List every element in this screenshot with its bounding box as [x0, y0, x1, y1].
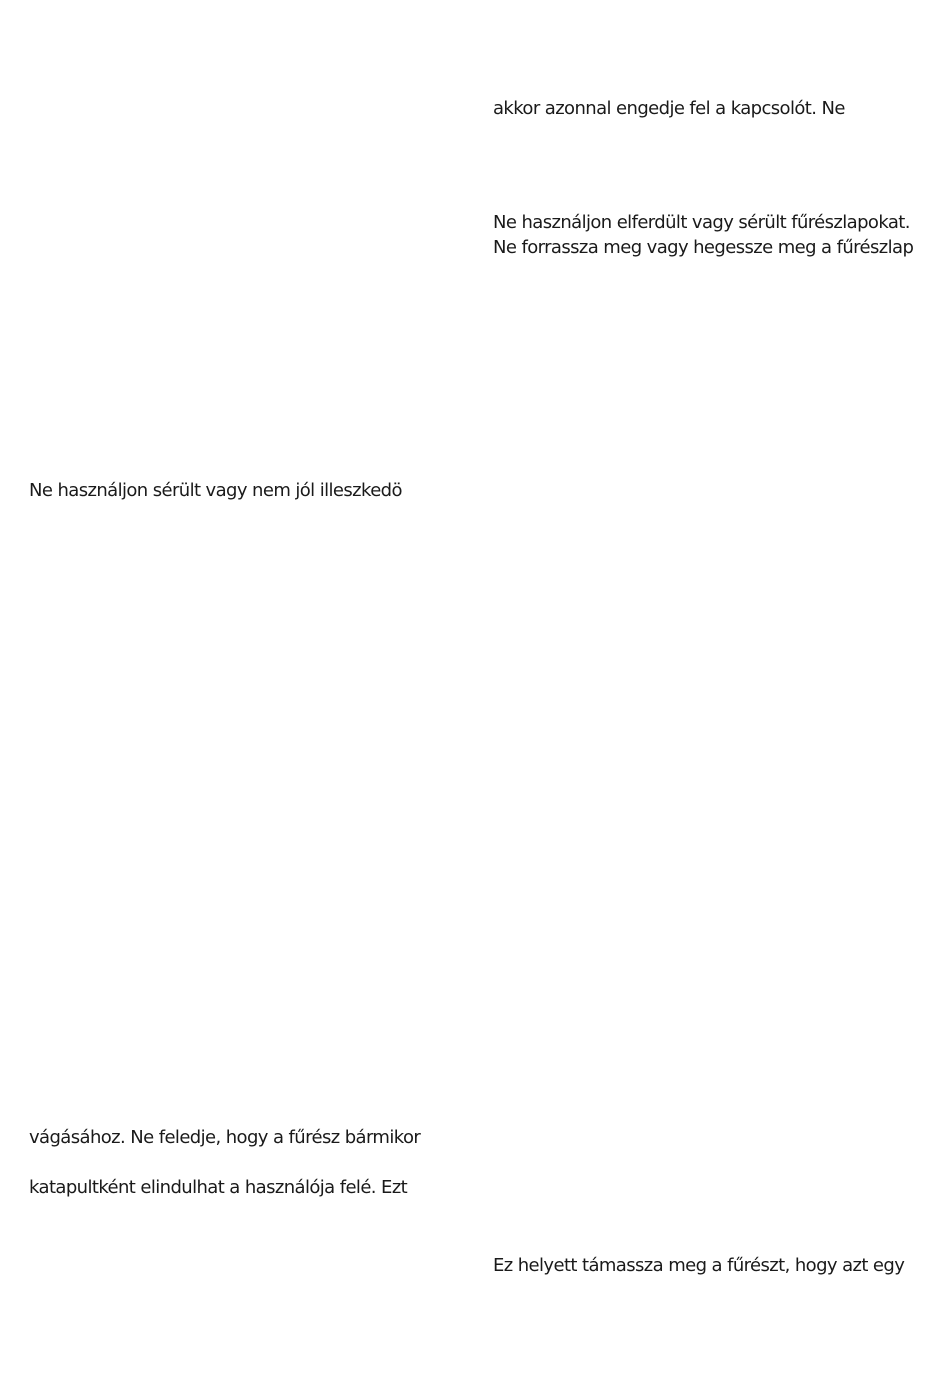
text-line: Ne használjon elferdült vagy sérült fűrészlapokat.	[493, 212, 910, 233]
text-line: akkor azonnal engedje fel a kapcsolót. Ne	[493, 98, 845, 119]
text-line: Ez helyett támassza meg a fűrészt, hogy azt egy	[493, 1255, 905, 1276]
text-line: Ne használjon sérült vagy nem jól illeszkedö	[29, 480, 402, 501]
text-line: Ne forrassza meg vagy hegessze meg a fűrészlap	[493, 237, 914, 258]
text-line: katapultként elindulhat a használója felé. Ezt	[29, 1177, 408, 1198]
text-line: vágásához. Ne feledje, hogy a fűrész bármikor	[29, 1127, 421, 1148]
